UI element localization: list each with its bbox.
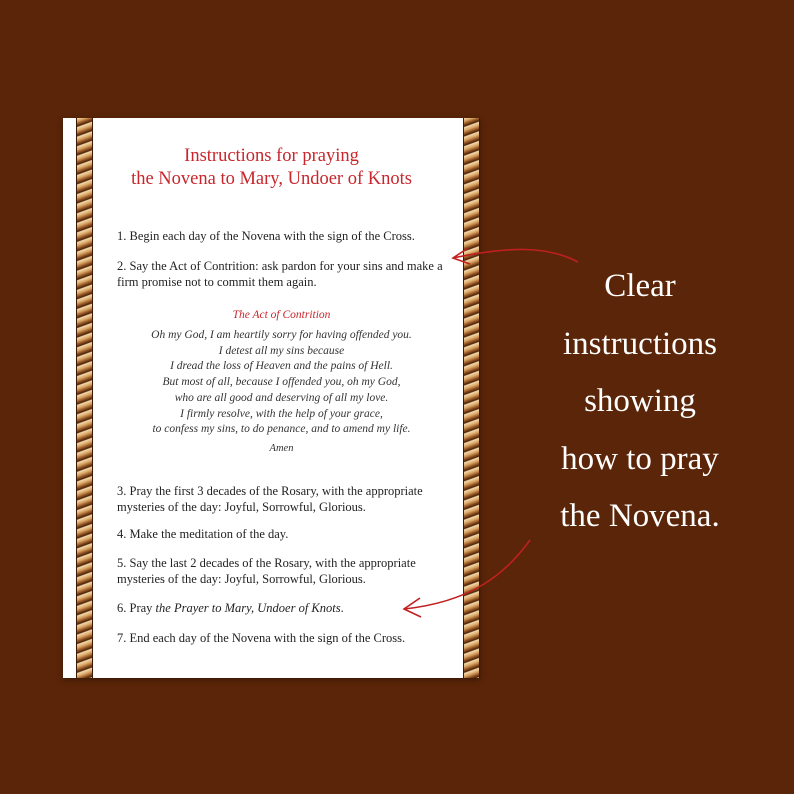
caption-line: instructions (563, 325, 717, 362)
step-4: 4. Make the meditation of the day. (117, 527, 289, 541)
prayer-line: Oh my God, I am heartily sorry for having offended you. (151, 329, 412, 341)
caption-line: showing (584, 383, 696, 419)
title-line-2: the Novena to Mary, Undoer of Knots (131, 169, 412, 189)
step-2: 2. Say the Act of Contrition: ask pardon for your sins and make a firm promise not to commit them again. (117, 259, 443, 289)
step-1: 1. Begin each day of the Novena with the sign of the Cross. (117, 229, 415, 243)
prayer-line: But most of all, because I offended you, oh my God, (162, 376, 401, 389)
prayer-line: I detest all my sins because (218, 344, 345, 357)
step-5: 5. Say the last 2 decades of the Rosary, with the appropriate mysteries of the day: Joyful, Sorrowful, Glorious. (117, 556, 416, 586)
step-6-prayer-name: the Prayer to Mary, Undoer of Knots (155, 601, 341, 615)
prayer-line: who are all good and deserving of all my love. (174, 391, 389, 404)
step-6-prefix: 6. Pray (117, 601, 156, 615)
arrow-to-step-2 (453, 248, 578, 264)
title-line-1: Instructions for praying (184, 146, 359, 166)
prayer-title: The Act of Contrition (232, 309, 331, 321)
prayer-amen: Amen (269, 442, 294, 454)
arrow-to-step-6 (404, 540, 530, 617)
caption-line: how to pray (561, 440, 719, 477)
step-7: 7. End each day of the Novena with the sign of the Cross. (117, 631, 406, 645)
caption-line: Clear (604, 268, 676, 304)
step-6-suffix: . (340, 601, 344, 615)
prayer-line: I firmly resolve, with the help of your grace, (180, 407, 383, 420)
caption-line: the Novena. (560, 498, 720, 534)
prayer-line: to confess my sins, to do penance, and to amend my life. (152, 423, 411, 436)
prayer-line: I dread the loss of Heaven and the pains of Hell. (170, 360, 393, 373)
step-3: 3. Pray the first 3 decades of the Rosary, with the appropriate mysteries of the day: Joyful, Sorrowful, Glorious. (117, 484, 423, 514)
